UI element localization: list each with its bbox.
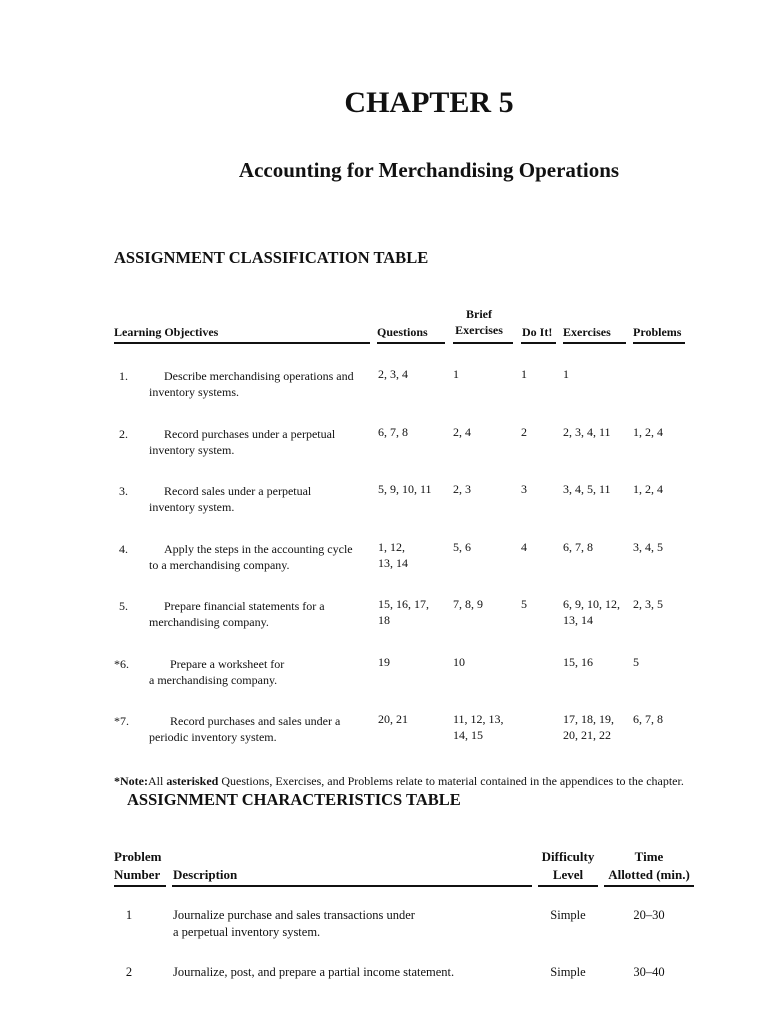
underline-brief (453, 342, 513, 344)
problem-description-line2: a perpetual inventory system. (173, 925, 321, 939)
questions-cell: 5, 9, 10, 11 (378, 482, 432, 496)
objective-description-line2: inventory system. (149, 500, 235, 514)
problems-cell: 6, 7, 8 (633, 712, 663, 726)
exercises-cell: 15, 16 (563, 654, 593, 669)
exercises-cell-line2: 20, 21, 22 (563, 728, 611, 742)
questions-cell: 20, 21 (378, 712, 408, 726)
col-problems: Problems (633, 325, 682, 339)
col-description: Description (173, 867, 238, 882)
objective-description-line2: inventory system. (149, 442, 235, 457)
col-do-it: Do It! (522, 325, 553, 339)
difficulty-cell: Simple (550, 908, 586, 922)
difficulty-cell: Simple (550, 965, 586, 979)
objective-number: 1. (119, 369, 128, 383)
objective-number: 5. (119, 599, 128, 613)
questions-cell: 15, 16, 17, (378, 597, 429, 611)
do-it-cell: 5 (521, 597, 527, 611)
questions-cell: 2, 3, 4 (378, 367, 408, 381)
col-learning-objectives: Learning Objectives (114, 325, 219, 339)
questions-cell: 19 (378, 654, 390, 669)
objective-description-line1: Prepare a worksheet for (170, 656, 285, 671)
underline-questions (377, 342, 445, 344)
time-allotted-cell: 20–30 (633, 908, 665, 922)
objective-description-line2: merchandising company. (149, 615, 269, 629)
problem-description-line1: Journalize purchase and sales transactions under (173, 908, 415, 922)
objective-description-line1: Describe merchandising operations and (164, 369, 354, 383)
objective-description-line2: a merchandising company. (149, 672, 278, 687)
problems-cell: 1, 2, 4 (633, 424, 663, 439)
time-allotted-cell: 30–40 (633, 965, 665, 979)
exercises-cell: 3, 4, 5, 11 (563, 482, 611, 496)
chapter-title: CHAPTER 5 (344, 86, 514, 119)
col-time-allotted: Time Allotted (min.) (608, 849, 690, 882)
underline-difficulty (538, 885, 598, 887)
questions-cell-line2: 13, 14 (378, 555, 408, 570)
underline-problem-number (114, 885, 166, 887)
classification-table-title: ASSIGNMENT CLASSIFICATION TABLE (114, 248, 429, 267)
questions-cell: 1, 12, (378, 539, 405, 554)
col-exercises: Exercises (563, 325, 611, 339)
problems-cell: 1, 2, 4 (633, 482, 663, 496)
objective-number: 4. (119, 541, 128, 556)
problems-cell: 5 (633, 654, 639, 669)
objective-description-line1: Record purchases under a perpetual (164, 426, 336, 441)
col-difficulty-level: Difficulty Level (541, 849, 595, 882)
brief-exercises-cell: 1 (453, 367, 459, 381)
objective-description-line1: Record sales under a perpetual (164, 484, 312, 498)
underline-doit (521, 342, 556, 344)
brief-exercises-cell: 2, 3 (453, 482, 471, 496)
problem-number-cell: 2 (125, 965, 133, 979)
brief-exercises-cell: 11, 12, 13, (453, 712, 504, 726)
underline-problems (633, 342, 685, 344)
problems-cell: 3, 4, 5 (633, 539, 663, 554)
brief-exercises-cell: 10 (453, 654, 465, 669)
objective-description-line1: Record purchases and sales under a (170, 714, 341, 728)
objective-description-line2: inventory systems. (149, 385, 239, 399)
problem-number-cell: 1 (125, 908, 133, 922)
exercises-cell: 6, 9, 10, 12, (563, 597, 620, 611)
objective-description-line2: periodic inventory system. (149, 730, 277, 744)
asterisk-note: *Note:All asterisked Questions, Exercises, and Problems relate to material contained in the appendices to the chapter. (114, 774, 684, 788)
col-problem-number: Problem Number (114, 849, 162, 882)
do-it-cell: 1 (521, 367, 527, 381)
do-it-cell: 4 (521, 539, 527, 554)
exercises-cell: 2, 3, 4, 11 (563, 424, 611, 439)
underline-time (604, 885, 694, 887)
exercises-cell: 17, 18, 19, (563, 712, 614, 726)
do-it-cell: 2 (521, 424, 527, 439)
underline-description (172, 885, 532, 887)
exercises-cell: 1 (563, 367, 569, 381)
brief-exercises-cell: 5, 6 (453, 539, 471, 554)
exercises-cell-line2: 13, 14 (563, 613, 593, 627)
exercises-cell: 6, 7, 8 (563, 539, 593, 554)
objective-number: 3. (119, 484, 128, 498)
objective-number: *7. (114, 714, 129, 728)
col-brief-exercises: Brief Exercises (455, 307, 503, 337)
brief-exercises-cell: 2, 4 (453, 424, 471, 439)
characteristics-table-title: ASSIGNMENT CHARACTERISTICS TABLE (127, 790, 461, 809)
questions-cell-line2: 18 (378, 613, 390, 627)
underline-objectives (114, 342, 370, 344)
chapter-subtitle: Accounting for Merchandising Operations (238, 158, 620, 182)
objective-description-line1: Prepare financial statements for a (164, 599, 325, 613)
brief-exercises-cell-line2: 14, 15 (453, 728, 483, 742)
questions-cell: 6, 7, 8 (378, 424, 408, 439)
problems-cell: 2, 3, 5 (633, 597, 663, 611)
objective-description-line1: Apply the steps in the accounting cycle (164, 541, 353, 556)
brief-exercises-cell: 7, 8, 9 (453, 597, 483, 611)
do-it-cell: 3 (521, 482, 527, 496)
objective-description-line2: to a merchandising company. (149, 557, 290, 572)
underline-exercises (563, 342, 626, 344)
objective-number: *6. (114, 656, 129, 671)
problem-description-line1: Journalize, post, and prepare a partial income statement. (173, 965, 455, 979)
col-questions: Questions (377, 325, 428, 339)
objective-number: 2. (119, 426, 128, 441)
